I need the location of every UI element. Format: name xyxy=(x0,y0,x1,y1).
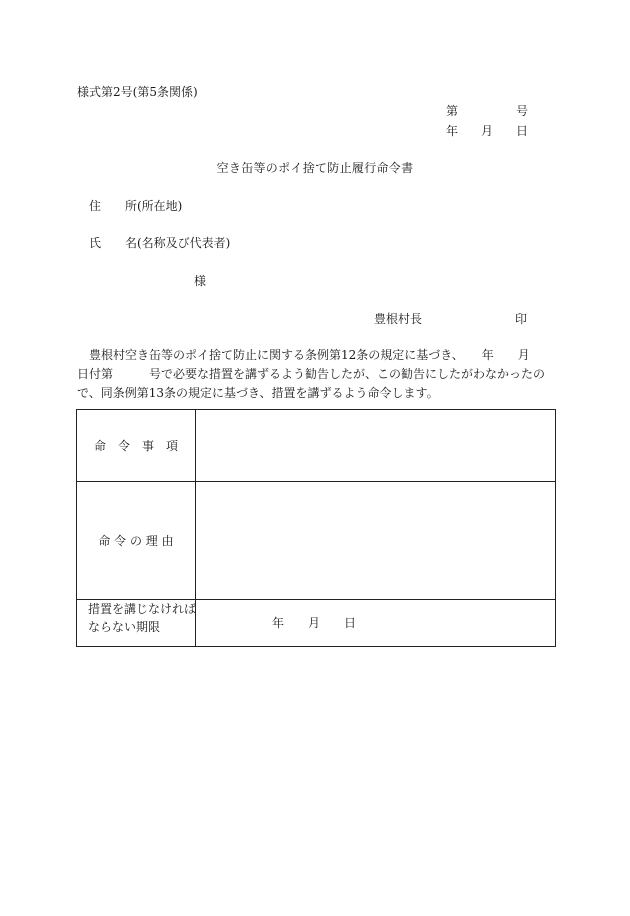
issue-date-day: 日 xyxy=(516,124,529,138)
document-number-prefix: 第 xyxy=(446,104,459,118)
order-items-label: 命 令 事 項 xyxy=(93,439,178,453)
issuer-title: 豊根村長 xyxy=(374,312,423,326)
form-number-label: 様式第2号(第5条関係) xyxy=(77,85,198,99)
deadline-year: 年 xyxy=(272,616,285,630)
order-body-line-1: 豊根村空き缶等のポイ捨て防止に関する条例第12条の規定に基づき、 年 月 xyxy=(77,348,530,362)
seal-mark: 印 xyxy=(515,312,528,326)
deadline-day: 日 xyxy=(344,616,357,630)
order-body-line-2: 日付第 号で必要な措置を講ずるよう勧告したが、この勧告にしたがわなかったの xyxy=(77,367,546,381)
issue-date-month: 月 xyxy=(481,124,494,138)
order-body-line-3: で、同条例第13条の規定に基づき、措置を講ずるよう命令します。 xyxy=(77,386,439,400)
issue-date-year: 年 xyxy=(446,124,459,138)
document-number-suffix: 号 xyxy=(516,104,529,118)
document-title: 空き缶等のポイ捨て防止履行命令書 xyxy=(216,161,414,175)
deadline-month: 月 xyxy=(308,616,321,630)
address-label: 住 所(所在地) xyxy=(89,199,183,213)
order-reason-label: 命 令 の 理 由 xyxy=(98,534,174,548)
order-body xyxy=(77,346,557,403)
deadline-label: 措置を講じなければならない期限 xyxy=(88,602,197,634)
honorific: 様 xyxy=(194,274,207,288)
name-label: 氏 名(名称及び代表者) xyxy=(89,236,231,250)
